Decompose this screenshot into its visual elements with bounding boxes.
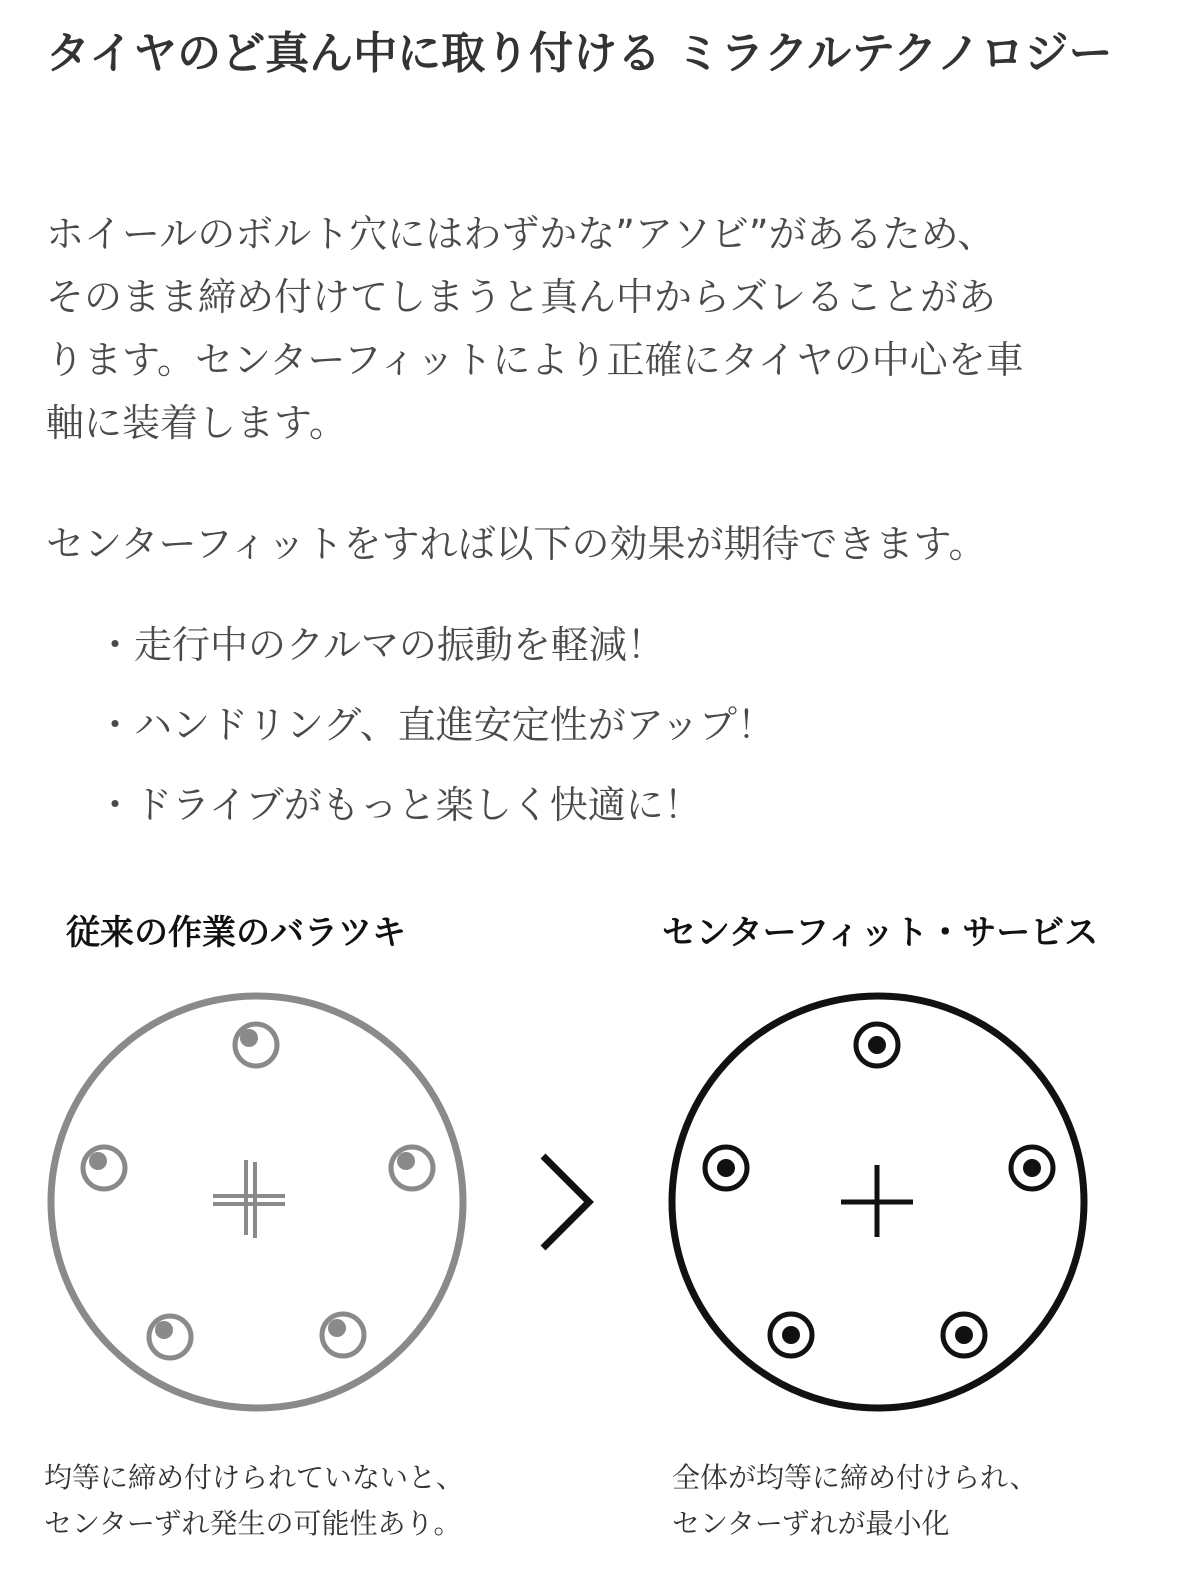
page-heading: タイヤのど真ん中に取り付ける ミラクルテクノロジー <box>46 28 1113 79</box>
centerfit-caption <box>672 1455 1038 1547</box>
intro-paragraph <box>46 203 1146 455</box>
chevron-right-icon <box>535 1150 599 1254</box>
bolt-hole-icon <box>235 1024 277 1066</box>
bolt-hole-icon <box>856 1024 898 1066</box>
benefit-item: ・走行中のクルマの振動を軽減！ <box>96 623 665 667</box>
benefits-list <box>96 605 775 845</box>
conventional-caption <box>44 1455 464 1547</box>
conventional-title: 従来の作業のバラツキ <box>66 913 406 953</box>
bolt-hole-icon <box>83 1147 125 1189</box>
intro-line: 軸に装着します。 <box>46 401 347 445</box>
caption-line: センターずれが最小化 <box>672 1507 950 1540</box>
benefit-item: ・ドライブがもっと楽しく快適に！ <box>96 783 702 827</box>
bolt-hole-icon <box>943 1314 985 1356</box>
centered-wheel-icon <box>666 990 1090 1414</box>
offset-crosshair-icon <box>213 1160 285 1238</box>
bolt-hole-icon <box>770 1314 812 1356</box>
bolt-hole-icon <box>705 1147 747 1189</box>
center-crosshair-icon <box>841 1165 913 1237</box>
bolt-hole-icon <box>1011 1147 1053 1189</box>
uneven-wheel-icon <box>45 990 469 1414</box>
bolt-hole-icon <box>149 1316 191 1358</box>
caption-line: センターずれ発生の可能性あり。 <box>44 1507 462 1540</box>
benefits-intro: センターフィットをすれば以下の効果が期待できます。 <box>46 522 987 566</box>
bolt-hole-icon <box>322 1314 364 1356</box>
centerfit-title: センターフィット・サービス <box>662 913 1099 953</box>
intro-line: ります。センターフィットにより正確にタイヤの中心を車 <box>46 338 1024 382</box>
intro-line: ホイールのボルト穴にはわずかな”アソビ”があるため、 <box>46 212 996 256</box>
bolt-hole-icon <box>391 1147 433 1189</box>
caption-line: 全体が均等に締め付けられ、 <box>672 1461 1038 1494</box>
caption-line: 均等に締め付けられていないと、 <box>44 1461 465 1494</box>
benefit-item: ・ハンドリング、直進安定性がアップ！ <box>96 703 776 747</box>
intro-line: そのまま締め付けてしまうと真ん中からズレることがあ <box>46 275 997 319</box>
